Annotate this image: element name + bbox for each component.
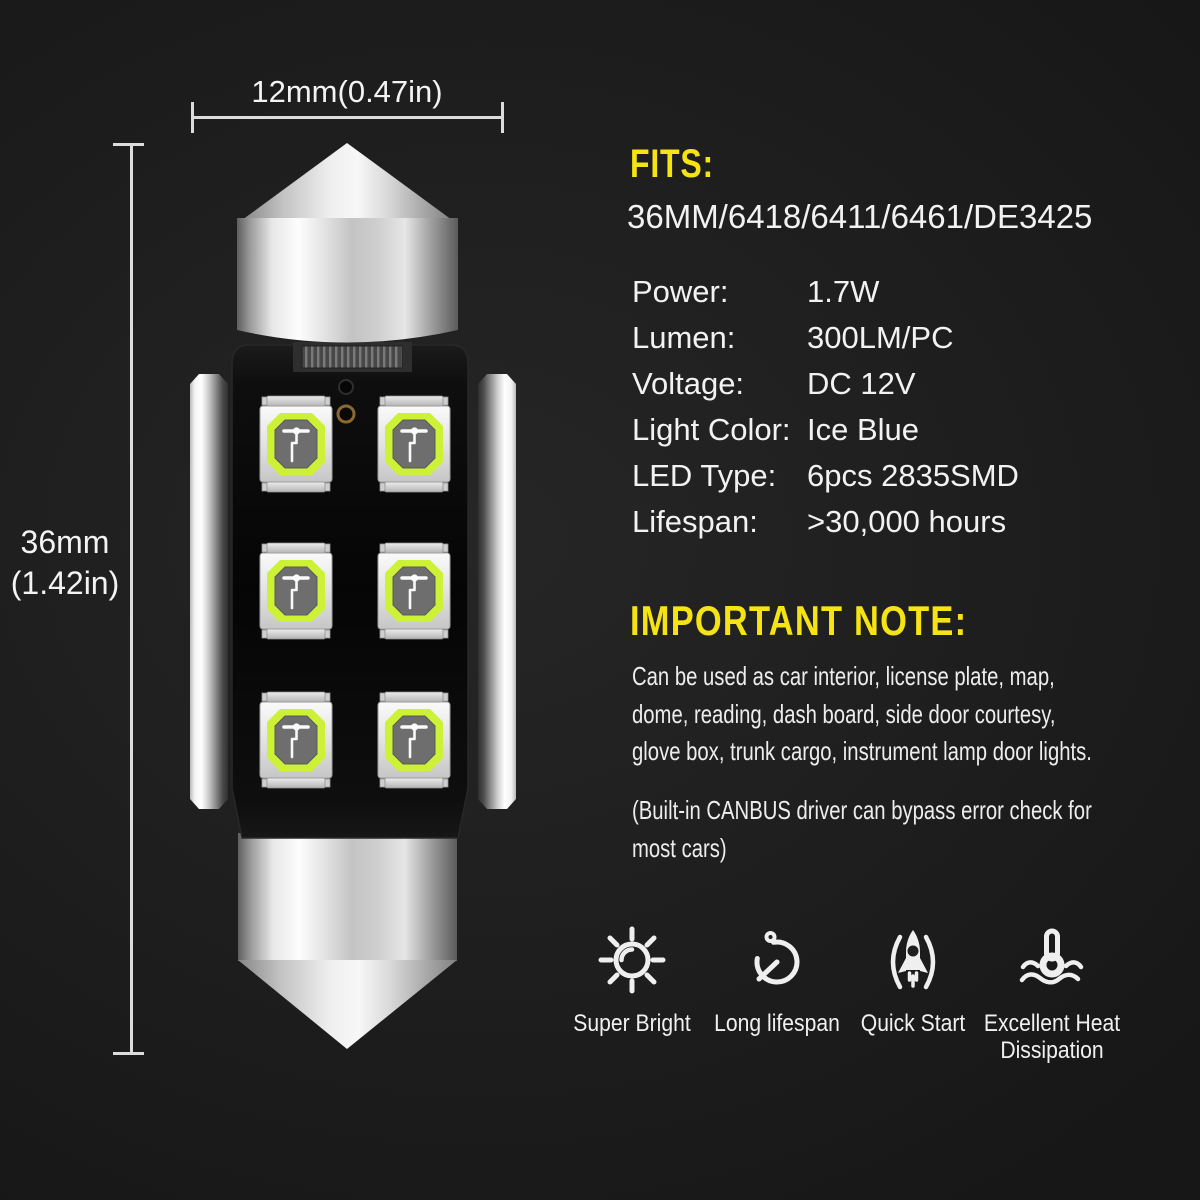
spec-label: Light Color: bbox=[632, 412, 791, 447]
width-dimension-line bbox=[192, 116, 503, 119]
bulb-top-cap bbox=[237, 218, 458, 343]
bulb-bottom-cap bbox=[238, 833, 457, 961]
led-chip bbox=[260, 543, 332, 639]
led-chip bbox=[378, 396, 450, 492]
spec-value: 6pcs 2835SMD bbox=[807, 458, 1019, 493]
spec-row-lumen bbox=[632, 320, 1019, 366]
canbus-line: most cars) bbox=[632, 832, 727, 863]
width-dimension-tick-left bbox=[191, 102, 194, 133]
feature-long-lifespan bbox=[701, 918, 853, 1037]
pcb-label-barcode bbox=[302, 346, 402, 368]
spec-row-led-type bbox=[632, 458, 1019, 504]
note-line: glove box, trunk cargo, instrument lamp door lights. bbox=[632, 736, 1092, 766]
spec-value: >30,000 hours bbox=[807, 504, 1007, 539]
length-dimension-mm: 36mm bbox=[20, 524, 110, 560]
fits-models: 36MM/6418/6411/6461/DE3425 bbox=[627, 198, 1093, 235]
led-chip bbox=[378, 692, 450, 788]
spec-value: DC 12V bbox=[807, 366, 916, 401]
led-chip bbox=[378, 543, 450, 639]
feature-label: Excellent Heat Dissipation bbox=[983, 1010, 1121, 1064]
spec-row-light-color bbox=[632, 412, 1019, 458]
spec-label: Lifespan: bbox=[632, 504, 758, 539]
canbus-line: (Built-in CANBUS driver can bypass error check for bbox=[632, 795, 1092, 825]
length-dimension-tick-bottom bbox=[113, 1052, 144, 1055]
pcb-gold-via bbox=[338, 406, 354, 422]
canbus-note bbox=[632, 792, 1200, 867]
spec-value: 1.7W bbox=[807, 274, 880, 309]
length-dimension-in: (1.42in) bbox=[10, 565, 120, 601]
spec-label: Lumen: bbox=[632, 320, 736, 355]
note-line: dome, reading, dash board, side door courtesy, bbox=[632, 698, 1056, 729]
feature-super-bright bbox=[556, 918, 708, 1037]
bulb-left-rail bbox=[190, 374, 228, 809]
sun-icon bbox=[556, 918, 708, 1008]
length-dimension-tick-top bbox=[113, 143, 144, 146]
fits-heading: FITS: bbox=[630, 142, 714, 186]
spec-label: Voltage: bbox=[632, 366, 745, 401]
feature-label: Quick Start bbox=[860, 1010, 966, 1037]
bulb-top-point bbox=[242, 143, 452, 220]
led-chip bbox=[260, 692, 332, 788]
festoon-bulb-illustration bbox=[185, 133, 530, 1068]
spec-row-power bbox=[632, 274, 1019, 320]
width-dimension-tick-right bbox=[501, 102, 504, 133]
stopwatch-icon bbox=[701, 918, 853, 1008]
feature-label: Super Bright bbox=[573, 1010, 691, 1037]
spec-value: Ice Blue bbox=[807, 412, 920, 447]
bulb-right-rail bbox=[478, 374, 516, 809]
width-dimension-label: 12mm(0.47in) bbox=[251, 74, 443, 109]
important-note-heading: IMPORTANT NOTE: bbox=[630, 597, 968, 644]
pcb-dot bbox=[339, 380, 353, 394]
feature-label: Long lifespan bbox=[714, 1010, 840, 1037]
led-chip bbox=[260, 396, 332, 492]
spec-value: 300LM/PC bbox=[807, 320, 954, 355]
bulb-bottom-point bbox=[238, 960, 457, 1049]
spec-label: LED Type: bbox=[632, 458, 777, 493]
feature-heat-dissipation bbox=[962, 918, 1142, 1064]
spec-row-voltage bbox=[632, 366, 1019, 412]
spec-row-lifespan bbox=[632, 504, 1019, 550]
thermometer-icon bbox=[962, 918, 1142, 1008]
important-note-body bbox=[632, 658, 1200, 771]
spec-table bbox=[632, 274, 1019, 550]
spec-label: Power: bbox=[632, 274, 729, 309]
note-line: Can be used as car interior, license plate, map, bbox=[632, 661, 1055, 691]
length-dimension-label bbox=[2, 522, 128, 604]
length-dimension-line bbox=[130, 144, 133, 1055]
